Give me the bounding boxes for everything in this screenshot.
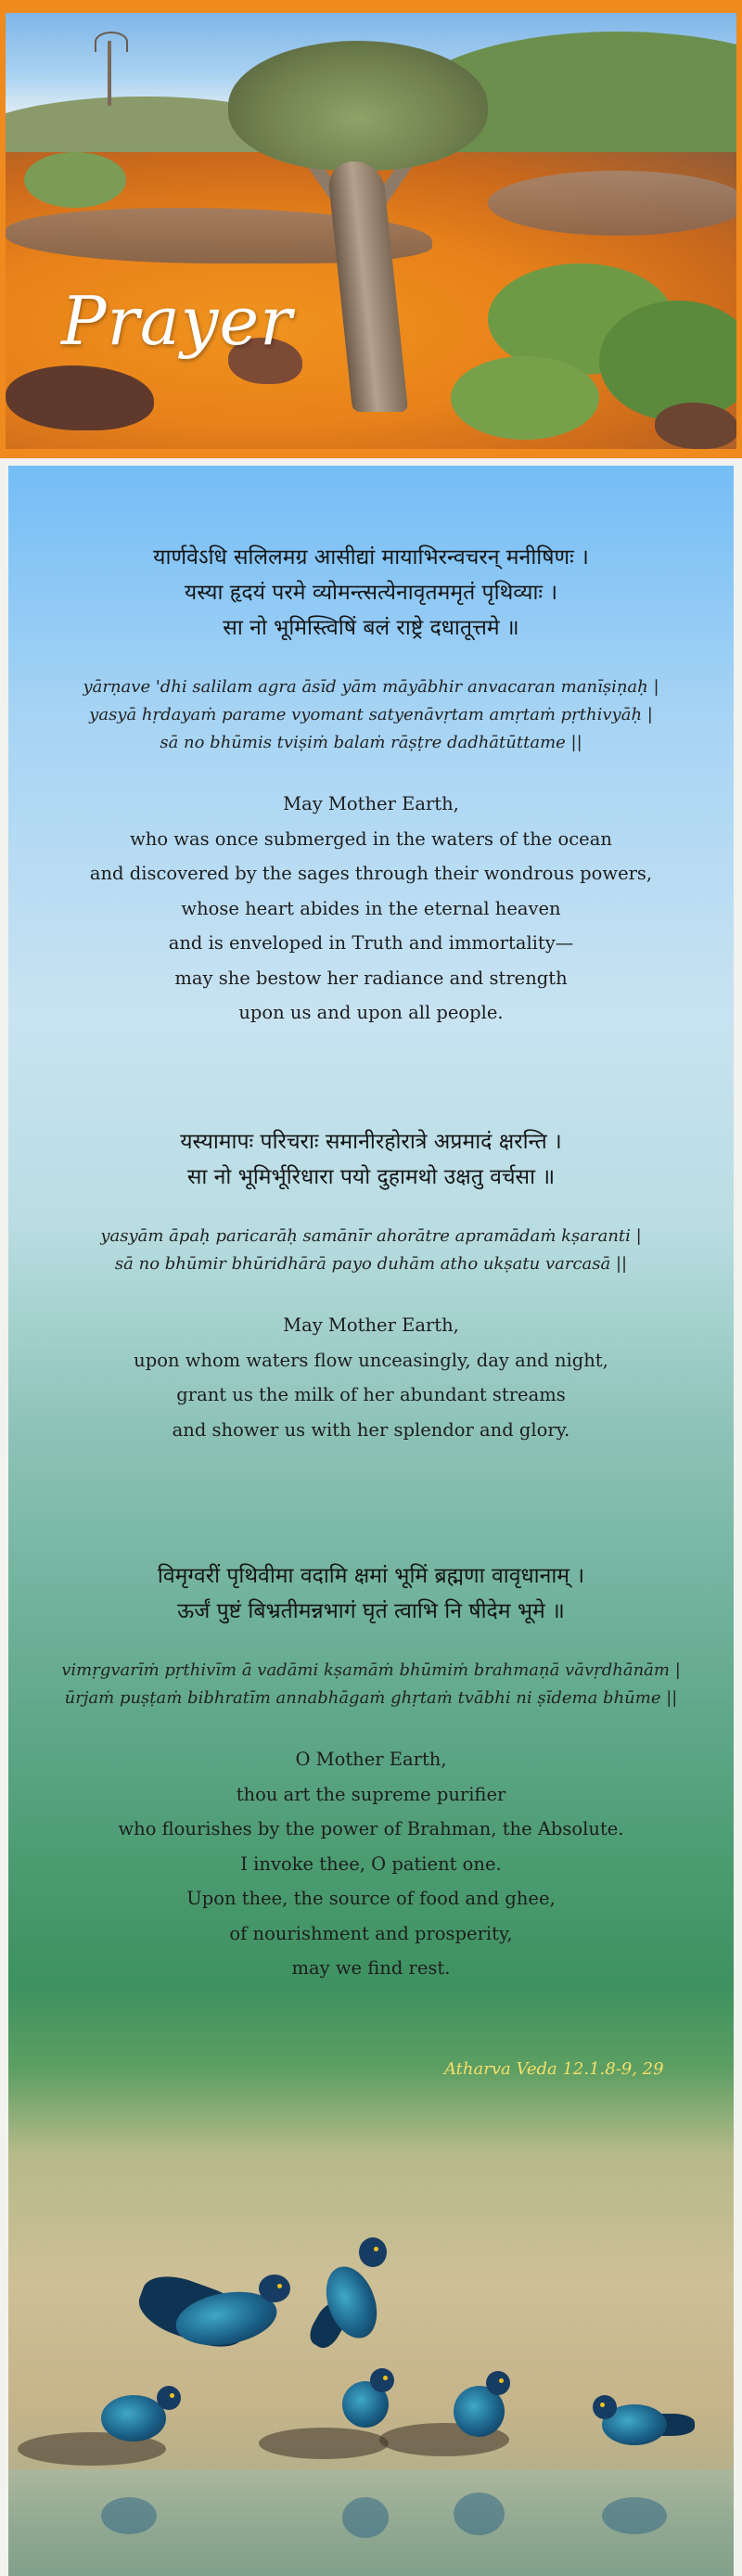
english-line: grant us the milk of her abundant streams — [176, 1384, 566, 1405]
sanskrit-line: यार्णवेऽधि सलिलमग्र आसीद्यां मायाभिरन्वचरन् मनीषिणः । — [153, 545, 589, 570]
transliteration-line: yasyām āpaḥ paricarāḥ samānīr ahorātre apramādaṁ kṣaranti | — [100, 1226, 642, 1246]
transliteration-line: yārṇave 'dhi salilam agra āsīd yām māyābhir anvacaran manīṣiṇaḥ | — [83, 677, 659, 697]
english-line: of nourishment and prosperity, — [229, 1922, 513, 1944]
english-line: upon whom waters flow unceasingly, day and night, — [134, 1349, 608, 1371]
english-line: May Mother Earth, — [283, 793, 459, 814]
sanskrit-line: सा नो भूमिस्त्विषिं बलं राष्ट्रे दधातूत्तमे ॥ — [223, 616, 519, 640]
transliteration-line: sā no bhūmis tviṣiṁ balaṁ rāṣṭre dadhātūttame || — [160, 733, 582, 752]
english-line: O Mother Earth, — [295, 1749, 447, 1770]
english-line: whose heart abides in the eternal heaven — [181, 897, 561, 919]
verse-2-transliteration — [8, 1223, 734, 1278]
header-banner — [0, 0, 742, 458]
transliteration-line: sā no bhūmir bhūridhārā payo duhām atho ukṣatu varcasā || — [114, 1254, 628, 1274]
english-line: Upon thee, the source of food and ghee, — [186, 1888, 556, 1909]
english-line: who was once submerged in the waters of the ocean — [130, 827, 612, 850]
verse-1 — [8, 540, 734, 1031]
english-line: who flourishes by the power of Brahman, the Absolute. — [118, 1818, 624, 1839]
verse-3-sanskrit — [8, 1558, 734, 1629]
starlings-photo — [8, 2126, 734, 2576]
english-line: and is enveloped in Truth and immortality— — [168, 932, 574, 954]
english-line: I invoke thee, O patient one. — [240, 1852, 502, 1875]
transliteration-line: vimṛgvarīṁ pṛthivīm ā vadāmi kṣamāṁ bhūmiṁ brahmaṇā vāvṛdhānām | — [61, 1660, 681, 1680]
transliteration-line: yasyā hṛdayaṁ parame vyomant satyenāvṛtam amṛtaṁ pṛthivyāḥ | — [89, 705, 653, 724]
sanskrit-line: यस्या हृदयं परमे व्योमन्त्सत्येनावृतममृतं पृथिव्याः । — [184, 581, 558, 605]
citation: Atharva Veda 12.1.8-9, 29 — [444, 2059, 664, 2079]
quiver-tree-crown — [228, 41, 488, 171]
landscape-photo — [6, 13, 736, 449]
sanskrit-line: यस्यामापः परिचराः समानीरहोरात्रे अप्रमादं क्षरन्ति । — [180, 1130, 562, 1154]
sanskrit-line: सा नो भूमिर्भूरिधारा पयो दुहामथो उक्षतु वर्चसा ॥ — [186, 1165, 556, 1189]
verse-2 — [8, 1124, 734, 1447]
verse-1-sanskrit — [8, 540, 734, 646]
verse-3 — [8, 1558, 734, 1986]
english-line: and shower us with her splendor and glory. — [172, 1418, 570, 1441]
verse-1-transliteration — [8, 673, 734, 757]
english-line: and discovered by the sages through their wondrous powers, — [89, 863, 653, 884]
sanskrit-line: ऊर्जं पुष्टं बिभ्रतीमन्नभागं घृतं त्वाभि नि षीदेम भूमे ॥ — [177, 1599, 565, 1623]
english-line: upon us and upon all people. — [238, 1002, 504, 1023]
prayer-panel — [8, 466, 734, 2576]
english-line: may we find rest. — [291, 1957, 451, 1979]
sanskrit-line: विमृग्वरीं पृथिवीमा वदामि क्षमां भूमिं ब्रह्मणा वावृधानाम् । — [157, 1564, 585, 1588]
verse-2-sanskrit — [8, 1124, 734, 1195]
verse-3-english — [8, 1742, 734, 1986]
english-line: May Mother Earth, — [283, 1314, 459, 1336]
page-title: Prayer — [61, 282, 293, 360]
verse-1-english — [8, 787, 734, 1031]
verse-3-transliteration — [8, 1657, 734, 1712]
english-line: may she bestow her radiance and strength — [174, 967, 568, 989]
english-line: thou art the supreme purifier — [236, 1783, 506, 1805]
verse-2-english — [8, 1308, 734, 1447]
transliteration-line: ūrjaṁ puṣṭaṁ bibhratīm annabhāgaṁ ghṛtaṁ tvābhi ni ṣīdema bhūme || — [64, 1688, 678, 1708]
